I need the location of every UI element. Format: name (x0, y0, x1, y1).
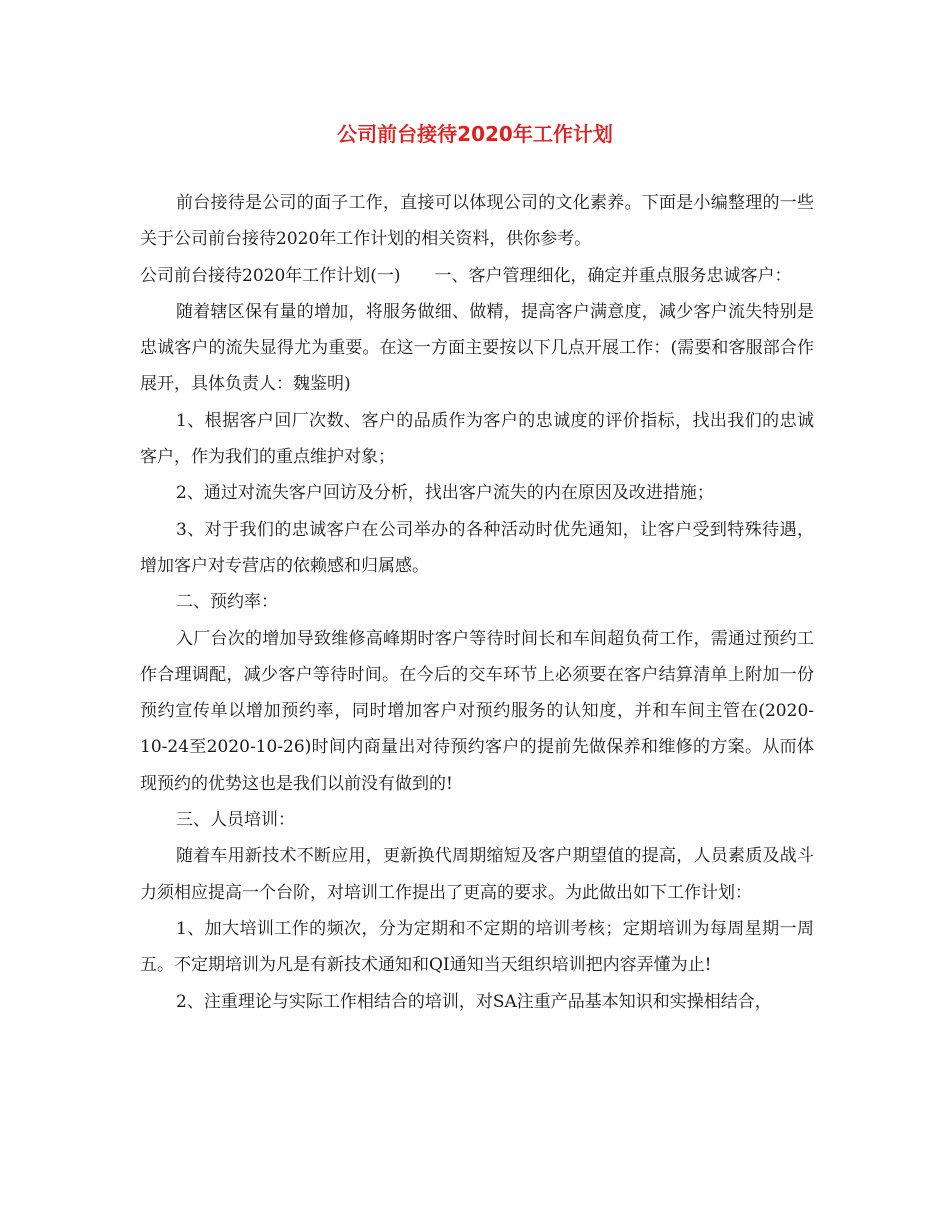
paragraph: 前台接待是公司的面子工作，直接可以体现公司的文化素养。下面是小编整理的一些关于公司前台接待2020年工作计划的相关资料，供你参考。 (140, 193, 814, 250)
paragraph: 2、通过对流失客户回访及分析，找出客户流失的内在原因及改进措施； (176, 483, 714, 504)
paragraph: 随着车用新技术不断应用，更新换代周期缩短及客户期望值的提高，人员素质及战斗力须相应提高一个台阶，对培训工作提出了更高的要求。为此做出如下工作计划： (140, 846, 814, 903)
paragraph: 公司前台接待2020年工作计划(一) 一、客户管理细化，确定并重点服务忠诚客户： (140, 265, 792, 286)
document-body (140, 185, 814, 1020)
paragraph: 随着辖区保有量的增加，将服务做细、做精，提高客户满意度，减少客户流失特别是忠诚客户的流失显得尤为重要。在这一方面主要按以下几点开展工作：(需要和客服部合作展开，具体负责人：魏鉴明) (140, 301, 814, 395)
document-title: 公司前台接待2020年工作计划 (337, 122, 613, 146)
paragraph: 3、对于我们的忠诚客户在公司举办的各种活动时优先通知，让客户受到特殊待遇，增加客户对专营店的依赖感和归属感。 (140, 519, 814, 576)
paragraph: 2、注重理论与实际工作相结合的培训，对SA注重产品基本知识和实操相结合， (176, 991, 772, 1012)
section-heading: 三、人员培训： (176, 810, 295, 831)
paragraph: 1、加大培训工作的频次，分为定期和不定期的培训考核；定期培训为每周星期一周五。不定期培训为凡是有新技术通知和QI通知当天组织培训把内容弄懂为止! (140, 918, 814, 976)
paragraph: 1、根据客户回厂次数、客户的品质作为客户的忠诚度的评价指标，找出我们的忠诚客户，作为我们的重点维护对象； (140, 410, 814, 468)
section-heading: 二、预约率： (176, 592, 278, 613)
paragraph: 入厂台次的增加导致维修高峰期时客户等待时间长和车间超负荷工作，需通过预约工作合理调配，减少客户等待时间。在今后的交车环节上必须要在客户结算清单上附加一份预约宣传单以增加预约率，同时增加客户对预约服务的认知度，并和车间主管在(2020-10-24至2020-10-26)时间内商量出对待预约客户的提前先做保养和维修的方案。从而体现预约的优势这也是我们以前没有做到的! (140, 628, 814, 794)
